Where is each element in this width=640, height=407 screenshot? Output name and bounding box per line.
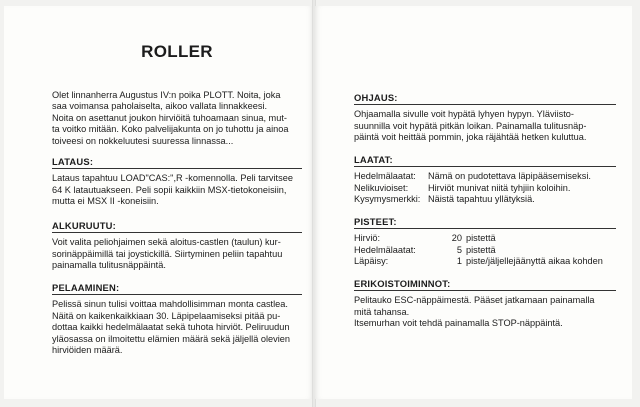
laatat-row bbox=[354, 183, 616, 194]
row-value: Nämä on pudotettava läpipääsemiseksi. bbox=[428, 171, 591, 182]
intro-line: Olet linnanherra Augustus IV:n poika PLOTT. Noita, joka bbox=[52, 90, 281, 100]
left-page bbox=[4, 6, 314, 399]
row-key: Hedelmälaatat: bbox=[354, 171, 416, 182]
body-line: päintä voit heittää pommin, joka räjähtää hetken kuluttua. bbox=[354, 132, 587, 143]
row-key: Läpäisy: bbox=[354, 256, 389, 267]
body-line: dottaa kaikki hedelmälaatat sekä tuhota hirviöt. Peliruudun bbox=[52, 322, 290, 333]
right-page bbox=[314, 6, 632, 399]
body-line: mutta ei MSX II -koneisiin. bbox=[52, 196, 159, 207]
pisteet-section bbox=[354, 216, 616, 268]
body-line: Lataus tapahtuu LOAD"CAS:",R -komennolla. Peli tarvitsee bbox=[52, 173, 293, 184]
body-line: Pelissä sinun tulisi voittaa mahdollisimman monta castlea. bbox=[52, 299, 288, 310]
pisteet-row bbox=[354, 256, 616, 267]
pisteet-row bbox=[354, 245, 616, 256]
intro-line: ta voitko mitään. Koko palvelijakunta on jo tuhottu ja ainoa bbox=[52, 124, 289, 135]
body-line: Näitä on kaikenkaikkiaan 30. Läpipelaamiseksi pitää pu- bbox=[52, 310, 281, 321]
body-line: Pelitauko ESC-näppäimestä. Pääset jatkamaan painamalla bbox=[354, 295, 595, 306]
pelaaminen-section bbox=[52, 282, 302, 356]
body-line: Itsemurhan voit tehdä painamalla STOP-näppäintä. bbox=[354, 318, 563, 329]
intro-section bbox=[52, 90, 302, 147]
body-line: yläosassa on ilmoitettu elämien määrä sekä jäljellä olevien bbox=[52, 333, 290, 344]
section-heading: PISTEET: bbox=[354, 216, 616, 229]
body-line: sorinäppäimillä tai joystickillä. Siirtyminen peliin tapahtuu bbox=[52, 248, 283, 259]
laatat-row bbox=[354, 194, 616, 205]
body-line: suunnilla voit hypätä pitkän loikan. Painamalla tulitusnäp- bbox=[354, 120, 587, 131]
document-title: ROLLER bbox=[141, 42, 213, 61]
body-line: Voit valita peliohjaimen sekä aloitus-castlen (taulun) kur- bbox=[52, 237, 281, 248]
section-heading: PELAAMINEN: bbox=[52, 282, 302, 295]
row-points: 20 bbox=[451, 233, 462, 244]
row-points: 5 bbox=[456, 244, 462, 255]
laatat-row bbox=[354, 171, 616, 182]
body-line: painamalla tulitusnäppäintä. bbox=[52, 260, 166, 271]
section-heading: OHJAUS: bbox=[354, 92, 616, 105]
row-value: piste/jäljellejäänyttä aikaa kohden bbox=[466, 256, 603, 267]
body-line: 64 K latautuakseen. Peli sopii kaikkiin MSX-tietokoneisiin, bbox=[52, 184, 287, 195]
row-value: pistettä bbox=[466, 244, 496, 255]
row-points: 1 bbox=[456, 256, 462, 267]
row-value: Näistä tapahtuu yllätyksiä. bbox=[428, 194, 535, 205]
erikoistoiminnot-section bbox=[354, 278, 616, 330]
row-key: Hirviö: bbox=[354, 233, 381, 244]
alkuruutu-section bbox=[52, 220, 302, 272]
section-heading: ALKURUUTU: bbox=[52, 220, 302, 233]
intro-line: toiveesi on nokkeluutesi suuressa linnassa... bbox=[52, 135, 234, 146]
body-line: mitä tahansa. bbox=[354, 306, 410, 317]
ohjaus-section bbox=[354, 92, 616, 144]
intro-line: Noita on asettanut joukon hirviöitä tuhoamaan sinua, mut- bbox=[52, 112, 287, 123]
laatat-section bbox=[354, 154, 616, 206]
body-line: hirviöiden määrä. bbox=[52, 345, 123, 356]
row-value: Hirviöt munivat niitä tyhjiin koloihin. bbox=[428, 182, 571, 193]
section-heading: LATAUS: bbox=[52, 156, 302, 169]
body-line: Ohjaamalla sivulle voit hypätä lyhyen hypyn. Yläviisto- bbox=[354, 109, 574, 120]
section-heading: ERIKOISTOIMINNOT: bbox=[354, 278, 616, 291]
pisteet-row bbox=[354, 233, 616, 244]
row-key: Kysymysmerkki: bbox=[354, 194, 421, 205]
section-heading: LAATAT: bbox=[354, 154, 616, 167]
intro-line: saa voimansa paholaiselta, aikoo vallata linnakkeesi. bbox=[52, 101, 268, 112]
row-value: pistettä bbox=[466, 233, 496, 244]
lataus-section bbox=[52, 156, 302, 208]
row-key: Hedelmälaatat: bbox=[354, 244, 416, 255]
row-key: Nelikuvioiset: bbox=[354, 182, 409, 193]
